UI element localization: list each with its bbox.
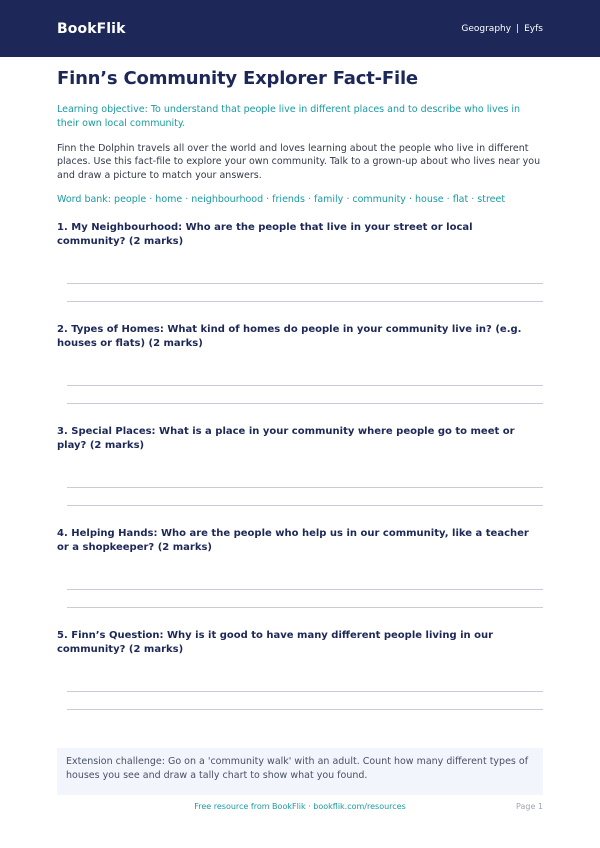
subject-label: Geography xyxy=(461,23,512,34)
meta-separator: | xyxy=(516,23,520,34)
question-text: 4. Helping Hands: Who are the people who help us in our community, like a teacher or a shopkeeper? (2 marks) xyxy=(57,527,529,554)
answer-line[interactable] xyxy=(67,403,543,404)
answer-line[interactable] xyxy=(67,301,543,302)
answer-line[interactable] xyxy=(67,283,543,284)
question-text: 2. Types of Homes: What kind of homes do people in your community live in? (e.g. houses or flats) (2 marks) xyxy=(57,323,522,350)
question-2 xyxy=(57,323,543,425)
answer-line[interactable] xyxy=(67,709,543,710)
learning-objective: Learning objective: To understand that people live in different places and to describe who lives in their own local community. xyxy=(57,104,521,129)
footer xyxy=(57,802,543,811)
question-text: 3. Special Places: What is a place in your community where people go to meet or play? (2 marks) xyxy=(57,425,515,452)
extension-challenge: Extension challenge: Go on a 'community walk' with an adult. Count how many different types of houses you see and draw a tally chart to show what you found. xyxy=(57,748,543,795)
subject-level xyxy=(461,24,543,34)
footer-resource-link[interactable]: Free resource from BookFlik · bookflik.com/resources xyxy=(194,802,406,811)
question-5 xyxy=(57,629,543,731)
page-number: Page 1 xyxy=(516,802,543,811)
question-text: 1. My Neighbourhood: Who are the people that live in your street or local community? (2 marks) xyxy=(57,221,473,248)
question-1 xyxy=(57,221,543,323)
answer-line[interactable] xyxy=(67,385,543,386)
answer-line[interactable] xyxy=(67,691,543,692)
word-bank: Word bank: people · home · neighbourhood · friends · family · community · house · flat · street xyxy=(57,193,506,205)
page-title: Finn’s Community Explorer Fact-File xyxy=(57,68,418,89)
intro-text: Finn the Dolphin travels all over the world and loves learning about the people who live in different places. Use this fact-file to explore your own community. Talk to a grown-up about who lives near you and draw a picture to match your answers. xyxy=(57,142,541,182)
question-3 xyxy=(57,425,543,527)
header-bar xyxy=(0,0,600,57)
answer-line[interactable] xyxy=(67,589,543,590)
worksheet-content xyxy=(0,57,600,795)
answer-line[interactable] xyxy=(67,505,543,506)
brand-logo[interactable]: BookFlik xyxy=(57,20,126,37)
answer-line[interactable] xyxy=(67,607,543,608)
question-text: 5. Finn’s Question: Why is it good to have many different people living in our community? (2 marks) xyxy=(57,629,494,656)
question-4 xyxy=(57,527,543,629)
answer-line[interactable] xyxy=(67,487,543,488)
level-label: Eyfs xyxy=(524,23,543,34)
